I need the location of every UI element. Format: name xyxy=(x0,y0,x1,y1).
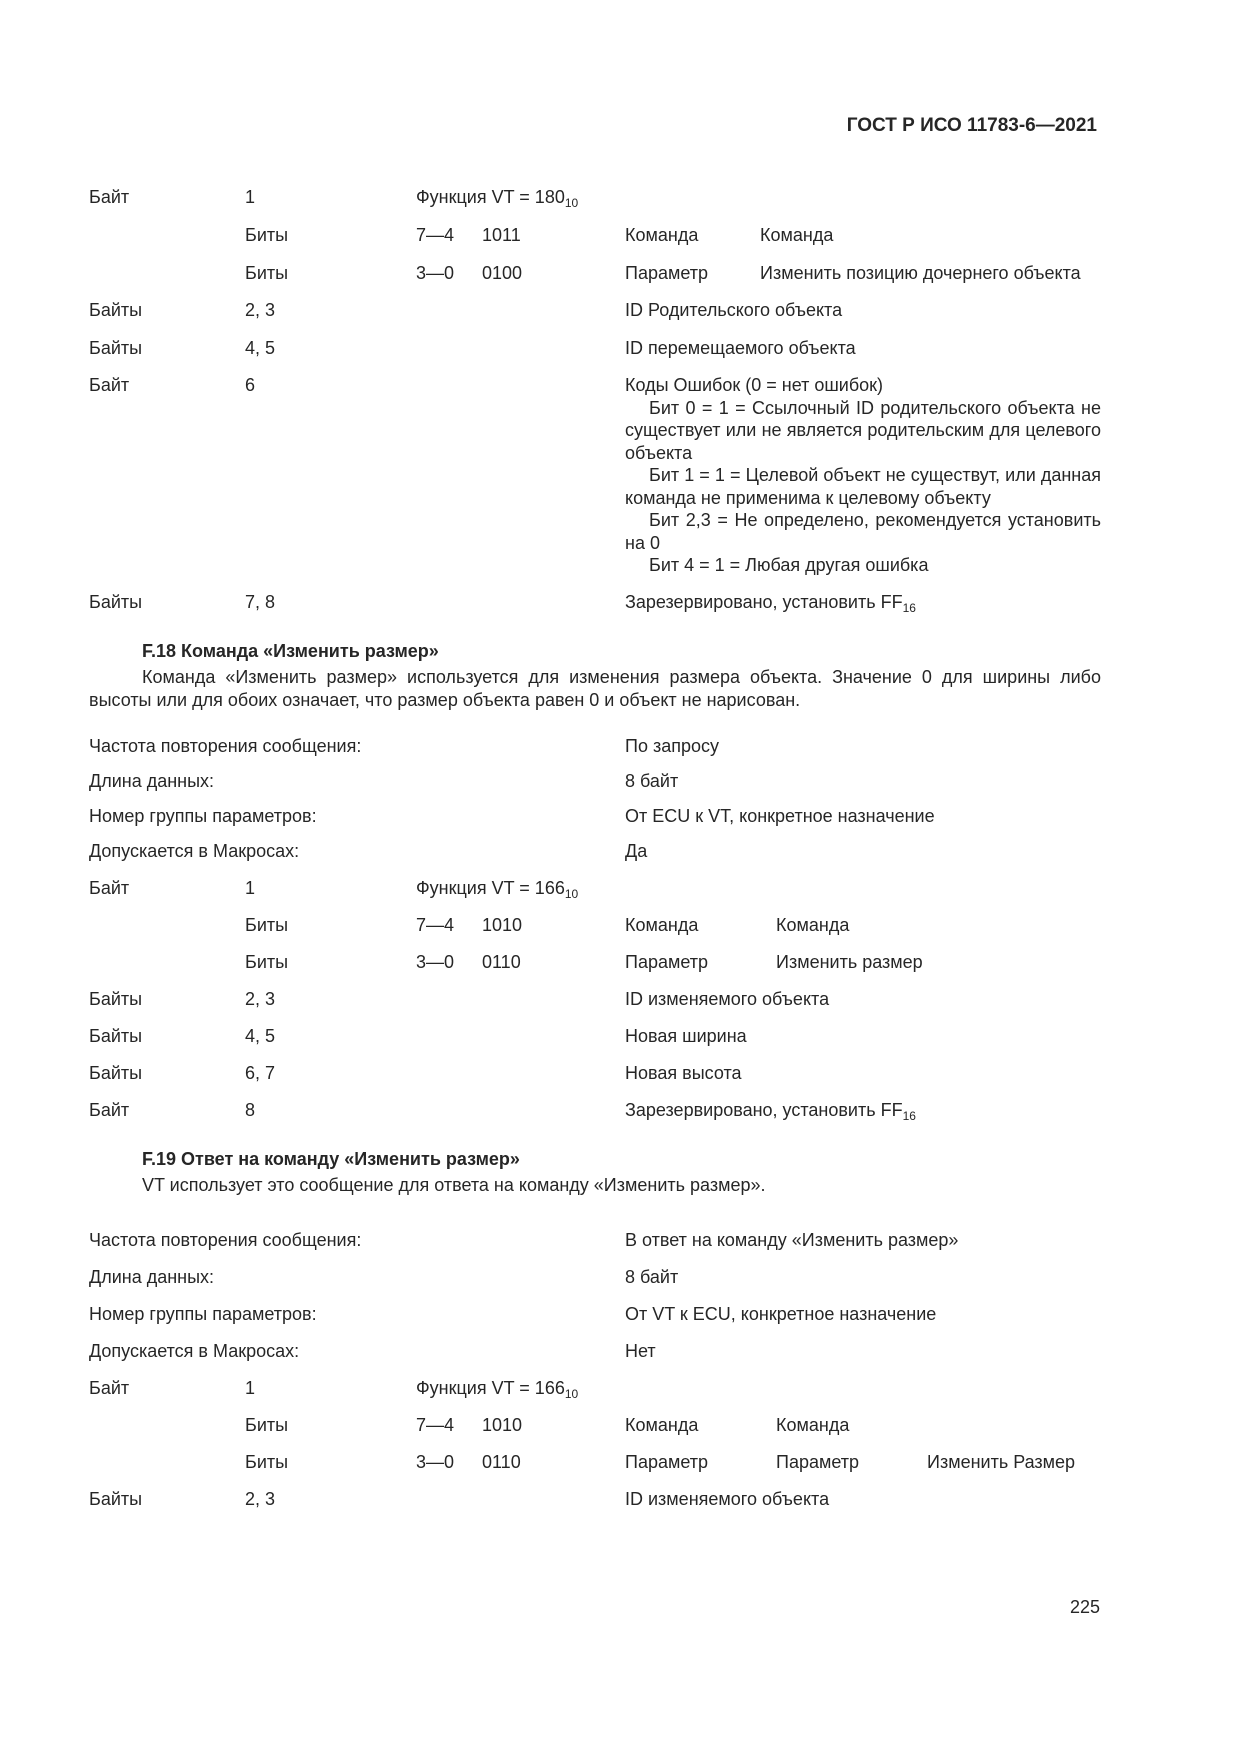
field-name: Параметр xyxy=(625,263,709,283)
field-name: Команда xyxy=(625,1415,699,1435)
row-label: Байт xyxy=(89,878,130,898)
bits-value: 0100 xyxy=(482,263,523,283)
bits-label: Биты xyxy=(245,263,289,283)
document-id: ГОСТ Р ИСО 11783-6—2021 xyxy=(846,115,1097,136)
property-label: Длина данных: xyxy=(89,1267,215,1287)
row-label: Байт xyxy=(89,187,130,207)
byte-number: 4, 5 xyxy=(245,338,276,358)
byte-number: 2, 3 xyxy=(245,300,276,320)
error-codes xyxy=(625,374,1101,577)
field-description: ID перемещаемого объекта xyxy=(625,338,856,358)
property-value: 8 байт xyxy=(625,771,679,791)
property-label: Допускается в Макросах: xyxy=(89,841,300,861)
field-description: Зарезервировано, установить $FF_{16}$ xyxy=(625,1100,916,1123)
bits-range: 7—4 xyxy=(416,915,455,935)
property-label: Допускается в Макросах: xyxy=(89,1341,300,1361)
bits-label: Биты xyxy=(245,952,289,972)
bits-range: 7—4 xyxy=(416,1415,455,1435)
row-label: Байт xyxy=(89,1100,130,1120)
field-value: Изменить размер xyxy=(776,952,923,972)
row-label: Байты xyxy=(89,1063,143,1083)
error-codes-title: Коды Ошибок (0 = нет ошибок) xyxy=(625,375,884,395)
bits-label: Биты xyxy=(245,1415,289,1435)
row-label: Байты xyxy=(89,300,143,320)
byte-number: 4, 5 xyxy=(245,1026,276,1046)
byte-number: 6 xyxy=(245,375,256,395)
byte-number: 1 xyxy=(245,1378,256,1398)
field-name: Команда xyxy=(625,225,699,245)
error-bit-description: Бит 4 = 1 = Любая другая ошибка xyxy=(649,555,929,575)
row-label: Байт xyxy=(89,375,130,395)
field-value: Команда xyxy=(776,915,850,935)
bits-range: 3—0 xyxy=(416,1452,455,1472)
vt-function: Функция VT = $166_{10}$ xyxy=(416,878,579,901)
field-value: Изменить позицию дочернего объекта xyxy=(760,263,1081,283)
property-label: Номер группы параметров: xyxy=(89,1304,317,1324)
property-value: По запросу xyxy=(625,736,719,756)
property-value: Нет xyxy=(625,1341,656,1361)
error-bit-description: Бит 1 = 1 = Целевой объект не существут, или данная команда не применима к целевому объекту xyxy=(625,465,1101,508)
bits-value: 1011 xyxy=(482,225,521,245)
property-value: От VT к ECU, конкретное назначение xyxy=(625,1304,937,1324)
row-label: Байты xyxy=(89,989,143,1009)
section-paragraph-f18: Команда «Изменить размер» используется для изменения размера объекта. Значение 0 для ширины либо высоты или для обоих означает, что размер объекта равен 0 и объект не нарисован. xyxy=(89,667,1101,710)
field-value: Команда xyxy=(776,1415,850,1435)
field-description: ID Родительского объекта xyxy=(625,300,843,320)
property-value: Да xyxy=(625,841,648,861)
section-paragraph-f19: VT использует это сообщение для ответа на команду «Изменить размер». xyxy=(142,1175,766,1195)
property-value: В ответ на команду «Изменить размер» xyxy=(625,1230,959,1250)
section-heading-f19: F.19 Ответ на команду «Изменить размер» xyxy=(142,1149,520,1169)
field-description: Новая высота xyxy=(625,1063,742,1083)
byte-number: 8 xyxy=(245,1100,256,1120)
page-number: 225 xyxy=(1069,1597,1100,1617)
vt-function: Функция VT = $166_{10}$ xyxy=(416,1378,579,1401)
row-label: Байты xyxy=(89,1489,143,1509)
byte-number: 7, 8 xyxy=(245,592,276,612)
bits-label: Биты xyxy=(245,915,289,935)
bits-value: 0110 xyxy=(482,952,521,972)
bits-range: 3—0 xyxy=(416,952,455,972)
error-bit-description: Бит 2,3 = Не определено, рекомендуется установить на 0 xyxy=(625,510,1101,553)
vt-function: Функция VT = $180_{10}$ xyxy=(416,187,579,210)
bits-value: 0110 xyxy=(482,1452,521,1472)
row-label: Байты xyxy=(89,338,143,358)
property-label: Номер группы параметров: xyxy=(89,806,317,826)
property-label: Частота повторения сообщения: xyxy=(89,1230,362,1250)
field-value: Параметр xyxy=(776,1452,860,1472)
field-description: ID изменяемого объекта xyxy=(625,989,830,1009)
property-value: 8 байт xyxy=(625,1267,679,1287)
row-label: Байты xyxy=(89,1026,143,1046)
byte-number: 2, 3 xyxy=(245,989,276,1009)
bits-value: 1010 xyxy=(482,915,523,935)
property-value: От ECU к VT, конкретное назначение xyxy=(625,806,935,826)
field-name: Команда xyxy=(625,915,699,935)
field-value: Команда xyxy=(760,225,834,245)
bits-range: 7—4 xyxy=(416,225,455,245)
field-description: Новая ширина xyxy=(625,1026,747,1046)
byte-number: 2, 3 xyxy=(245,1489,276,1509)
bits-value: 1010 xyxy=(482,1415,523,1435)
field-name: Параметр xyxy=(625,1452,709,1472)
field-description: Зарезервировано, установить $FF_{16}$ xyxy=(625,592,916,615)
section-heading-f18: F.18 Команда «Изменить размер» xyxy=(142,641,439,661)
field-value-extra: Изменить Размер xyxy=(927,1452,1076,1472)
bits-label: Биты xyxy=(245,1452,289,1472)
property-label: Длина данных: xyxy=(89,771,215,791)
row-label: Байты xyxy=(89,592,143,612)
byte-number: 1 xyxy=(245,878,256,898)
bits-label: Биты xyxy=(245,225,289,245)
error-bit-description: Бит 0 = 1 = Ссылочный ID родительского объекта не существует или не является родительским для целевого объекта xyxy=(625,397,1101,463)
property-label: Частота повторения сообщения: xyxy=(89,736,362,756)
bits-range: 3—0 xyxy=(416,263,455,283)
field-description: ID изменяемого объекта xyxy=(625,1489,830,1509)
field-name: Параметр xyxy=(625,952,709,972)
byte-number: 6, 7 xyxy=(245,1063,276,1083)
row-label: Байт xyxy=(89,1378,130,1398)
byte-number: 1 xyxy=(245,187,256,207)
